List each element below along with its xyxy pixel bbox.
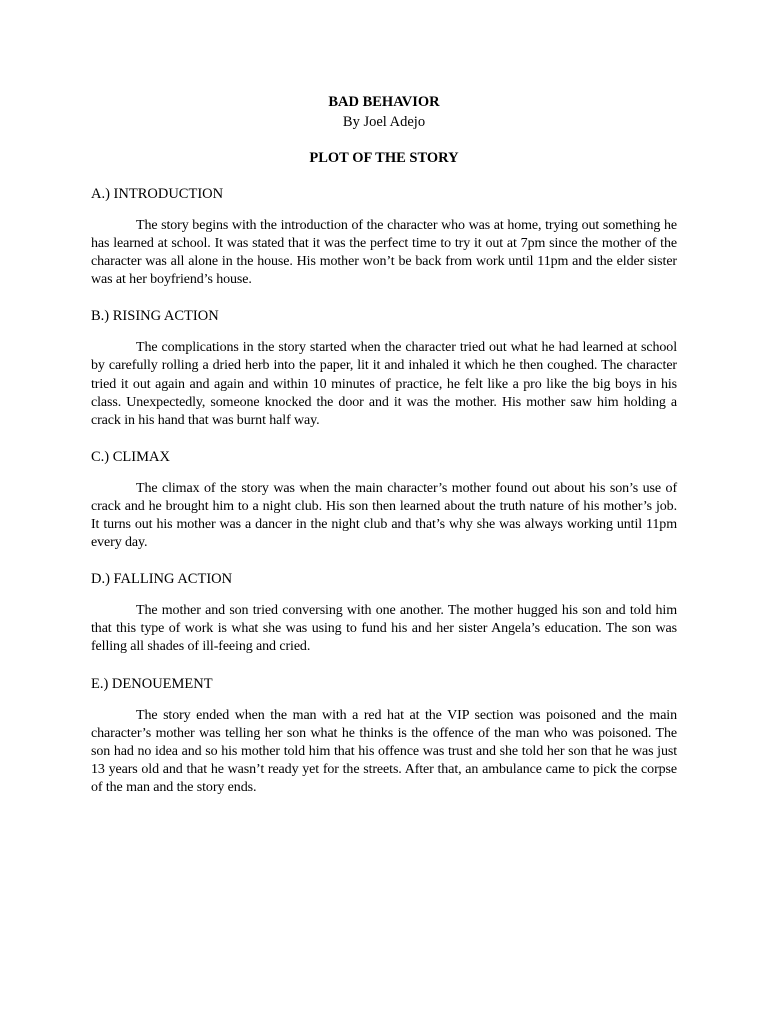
section-heading: E.) DENOUEMENT	[91, 675, 213, 692]
section-heading: A.) INTRODUCTION	[91, 186, 224, 202]
section-denouement	[91, 675, 677, 797]
section-body: The complications in the story started when the character tried out what he had learned at school by carefully rolling a dried herb into the paper, lit it and inhaled it which he then coughed. The character tried it out again and again and within 10 minutes of practice, he felt like a pro like the big boys in his class. Unexpectedly, someone knocked the door and it was the mother. His mother saw him holding a crack in his hand that was burnt half way.	[91, 340, 677, 428]
document-subtitle: PLOT OF THE STORY	[309, 150, 459, 166]
section-climax	[91, 448, 677, 552]
document-author: By Joel Adejo	[342, 114, 426, 130]
section-body: The story ended when the man with a red hat at the VIP section was poisoned and the main character’s mother was telling her son what he thinks is the offence of the man who was poisoned. The son had no idea and so his mother told him that his offence was trust and she told her son that he was just 13 years old and that he wasn’t ready yet for the streets. After that, an ambulance came to pick the corpse of the man and the story ends.	[91, 707, 677, 795]
section-body: The story begins with the introduction of the character who was at home, trying out something he has learned at school. It was stated that it was the perfect time to try it out at 7pm since the mother of the character was all alone in the house. His mother won’t be back from work until 11pm and the elder sister was at her boyfriend’s house.	[91, 218, 677, 288]
section-introduction	[91, 185, 677, 289]
section-body: The climax of the story was when the main character’s mother found out about his son’s use of crack and he brought him to a night club. His son then learned about the truth nature of his mother’s job. It turns out his mother was a dancer in the night club and that’s why she was always working until 11pm every day.	[91, 480, 677, 551]
section-body: The mother and son tried conversing with one another. The mother hugged his son and told him that this type of work is what she was using to fund his and her sister Angela’s education. The son was felling all shades of ill-feeing and cried.	[91, 603, 677, 655]
section-heading: C.) CLIMAX	[91, 448, 170, 465]
document-page	[91, 93, 677, 797]
document-title: BAD BEHAVIOR	[328, 94, 440, 110]
section-rising-action	[91, 307, 677, 429]
section-falling-action	[91, 570, 677, 656]
section-heading: D.) FALLING ACTION	[91, 571, 233, 588]
section-heading: B.) RISING ACTION	[91, 308, 219, 325]
